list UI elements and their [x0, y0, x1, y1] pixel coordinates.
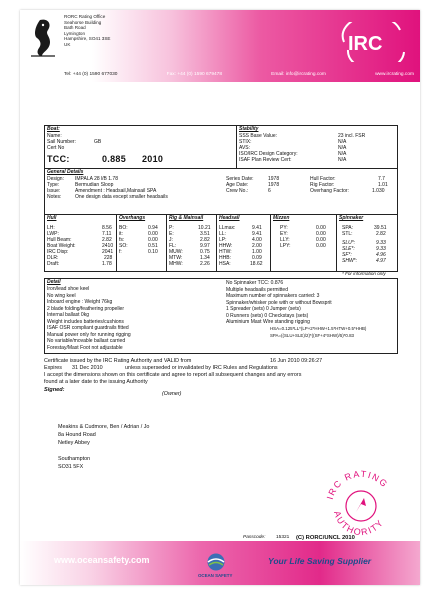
headsail-label: HHW:: [219, 243, 233, 249]
expires-label: Expires: [44, 365, 62, 371]
type-label: Type:: [47, 182, 60, 188]
overhang-label: f:: [119, 249, 122, 255]
overhang-value: 0.00: [148, 231, 158, 237]
signed-label: Signed:: [44, 387, 65, 393]
info-note: * For information only: [342, 271, 386, 276]
rig-value: 10.21: [198, 225, 211, 231]
stability-value: N/A: [338, 139, 347, 145]
headsail-value: 2.00: [252, 243, 262, 249]
headsail-value: 18.62: [250, 261, 263, 267]
overhang-value: 0.00: [148, 237, 158, 243]
tel-text: Tel: +44 (0) 1590 677030: [64, 72, 118, 77]
hull-factor-value: 7.7: [378, 176, 385, 182]
overhangs-heading: Overhangs: [119, 215, 146, 221]
seahorse-logo-icon: [28, 16, 58, 60]
irc-logo: [340, 22, 410, 62]
age-date-value: 1978: [268, 182, 280, 188]
expires-note: unless superseded or invalidated by IRC Rules and Regulations: [125, 365, 278, 371]
headsail-label: HTW:: [219, 249, 232, 255]
spinnaker-value: 4.97: [376, 258, 386, 264]
overhang-label: BO:: [119, 225, 128, 231]
svg-text:AUTHORITY: [332, 510, 386, 538]
divider: [236, 125, 237, 168]
detail-left-line: Manual power only for running rigging: [47, 331, 131, 338]
overhang-factor-label: Overhang Factor:: [310, 188, 349, 194]
rig-label: FL:: [169, 243, 177, 249]
headsail-heading: Headsail: [219, 215, 240, 221]
email-text: Email: info@ircrating.com: [271, 72, 326, 77]
hull-label: LH:: [47, 225, 55, 231]
rig-label: E:: [169, 231, 174, 237]
divider: [270, 214, 271, 271]
headsail-label: HSA:: [219, 261, 231, 267]
ocean-safety-brand: OCEAN SAFETY: [198, 573, 233, 578]
stability-heading: Stability: [239, 126, 259, 132]
office-line: Hampshire, SO41 3SE: [64, 36, 111, 42]
cert-label: Cert No: [47, 145, 65, 151]
overhang-label: fs:: [119, 237, 125, 243]
mizzen-value: 0.00: [316, 237, 326, 243]
hull-label: Boat Weight:: [47, 243, 76, 249]
overhang-label: SO:: [119, 243, 128, 249]
detail-right-line: 0 Runners (sets) 0 Checkstays (sets): [226, 312, 309, 319]
hull-value: 2.82: [102, 237, 112, 243]
overhang-factor-value: 1.030: [372, 188, 385, 194]
contact-bar: [64, 72, 414, 77]
series-date-value: 1978: [268, 176, 280, 182]
sail-label: Sail Number:: [47, 139, 76, 145]
divider: [216, 214, 217, 271]
spinnaker-label: SPA:: [342, 225, 354, 231]
spinnaker-value: 9.33: [376, 246, 386, 252]
certificate-page: [20, 10, 420, 585]
office-line: RORC Rating Office: [64, 14, 106, 19]
detail-right-line: No Spinnaker TCC: 0.876: [226, 280, 284, 286]
rig-label: MHW:: [169, 261, 183, 267]
spa-formula: SPA=((SLU+SLE)/2)*((SF+4*SHW)/5)*0.83: [270, 332, 354, 338]
issue-label: Issue:: [47, 188, 61, 194]
divider: [166, 214, 167, 271]
spinnaker-value: 4.96: [376, 252, 386, 258]
stability-label: ISO/IRC Design Category:: [239, 151, 298, 157]
tcc-value: 0.885: [102, 154, 127, 164]
svg-text:IRC RATING: [325, 469, 390, 501]
type-value: Bermudian Sloop: [75, 182, 114, 188]
web-text: www.ircrating.com: [375, 72, 414, 77]
detail-right-line: Aluminium Mast Wire standing rigging: [226, 319, 310, 325]
crew-value: 6: [268, 188, 271, 194]
spinnaker-value: 2.82: [376, 231, 386, 237]
rig-label: MTW:: [169, 255, 183, 261]
headsail-value: 0.09: [252, 255, 262, 261]
copyright: (C) RORC/UNCL 2010: [296, 535, 355, 541]
address-line: Southampton: [58, 456, 91, 462]
stability-label: AVS:: [239, 145, 251, 151]
rig-factor-label: Rig Factor:: [310, 182, 335, 188]
hull-value: 1.78: [102, 261, 112, 267]
stability-value: N/A: [338, 151, 347, 157]
mizzen-label: EY:: [280, 231, 288, 237]
mizzen-value: 0.00: [316, 243, 326, 249]
headsail-label: LP:: [219, 237, 227, 243]
tcc-year: 2010: [142, 154, 164, 164]
hull-factor-label: Hull Factor:: [310, 176, 336, 182]
stability-label: STIX:: [239, 139, 252, 145]
detail-left-line: Iron/lead shoe keel: [47, 286, 90, 292]
name-label: Name:: [47, 133, 62, 139]
office-line: UK: [64, 41, 71, 47]
irc-logo-text: IRC: [348, 33, 383, 55]
detail-right-line: 1 Spreader (sets) 0 Jumper (sets): [226, 306, 301, 312]
rig-value: 3.51: [200, 231, 210, 237]
design-value: IMPALA 28 l/B 1.78: [75, 176, 118, 182]
rig-value: 9.97: [200, 243, 210, 249]
spinnaker-heading: Spinnaker: [339, 215, 364, 221]
stability-label: SSS Base Value:: [239, 133, 277, 139]
detail-left-line: No wing keel: [47, 292, 76, 299]
detail-left-line: Forestay/Mast Foot not adjustable: [47, 344, 123, 351]
hull-heading: Hull: [47, 215, 57, 221]
passcode-value: 15321: [276, 535, 290, 540]
headsail-label: HHB:: [219, 255, 231, 261]
detail-left-line: 2 blade folding/feathering propeller: [47, 305, 124, 312]
detail-right-line: Maximum number of spinnakers carried: 3: [226, 293, 320, 299]
stability-label: ISAF Plan Review Cert:: [239, 157, 292, 163]
rig-label: P:: [169, 225, 174, 231]
office-line: Bath Road: [64, 25, 86, 31]
notes-label: Notes:: [47, 194, 62, 200]
rig-value: 2.82: [200, 237, 210, 243]
rig-label: J:: [169, 237, 173, 243]
boat-heading: Boat:: [47, 126, 60, 132]
divider: [336, 214, 337, 271]
address-line: 8a Hound Road: [58, 432, 96, 438]
mizzen-label: PY:: [280, 225, 288, 231]
address-line: SO31 5FX: [58, 464, 84, 470]
seal-bottom-text: AUTHORITY: [332, 509, 386, 538]
fax-text: Fax: +44 (0) 1590 679478: [166, 72, 222, 77]
age-date-label: Age Date:: [226, 182, 249, 188]
irc-rating-authority-seal: [320, 462, 402, 544]
detail-left-line: Weight includes batteries/cushions: [47, 318, 124, 325]
seal-top-text: IRC RATING: [324, 468, 391, 501]
detail-heading: Detail: [47, 279, 61, 285]
address-line: Meakins & Cudmore, Ben / Adrian / Jo: [58, 424, 150, 430]
spinnaker-label: SLE*:: [342, 246, 355, 252]
hull-label: IRC Disp:: [47, 249, 69, 255]
accept-statement: I accept the dimensions shown on this certificate and agree to report all subsequent changes and any errors: [44, 372, 302, 378]
spinnaker-value: 39.51: [374, 225, 387, 231]
hull-value: 7.11: [102, 231, 112, 237]
spinnaker-value: 9.33: [376, 240, 386, 246]
headsail-label: LLmax:: [219, 225, 236, 231]
mizzen-value: 0.00: [316, 225, 326, 231]
office-line: Seahorse Building: [64, 19, 102, 25]
headsail-value: 9.41: [252, 231, 262, 237]
crew-label: Crew No.:: [226, 188, 249, 194]
detail-left-line: Internal ballast 0kg: [47, 312, 89, 318]
spinnaker-label: SLU*:: [342, 240, 356, 246]
ocean-safety-website[interactable]: www.oceansafety.com: [54, 555, 150, 565]
sail-value: GB: [94, 139, 102, 145]
stability-value: 23 incl. FSR: [338, 133, 366, 139]
spinnaker-label: SF*:: [342, 252, 352, 258]
divider: [116, 214, 117, 271]
mizzen-label: LLY:: [280, 237, 290, 243]
overhang-value: 0.51: [148, 243, 158, 249]
slogan: Your Life Saving Supplier: [268, 556, 372, 566]
rig-value: 1.34: [200, 255, 210, 261]
hull-label: Hull Beam:: [47, 237, 72, 243]
rig-value: 0.75: [200, 249, 210, 255]
hull-value: 2410: [102, 243, 114, 249]
detail-left-line: Inboard engine : Weight 76kg: [47, 299, 113, 305]
rig-value: 2.26: [200, 261, 210, 267]
rig-heading: Rig & Mainsail: [169, 215, 204, 221]
overhang-value: 0.10: [148, 249, 158, 255]
mizzen-label: LPY:: [280, 243, 291, 249]
issue-value: Amendment : Headsail,Mainsail SPA: [75, 188, 157, 194]
tcc-label: TCC:: [47, 154, 70, 164]
office-address: [64, 14, 110, 48]
general-heading: General Details: [47, 169, 84, 175]
detail-right-line: Spinnaker/whisker pole with or without Bowsprit: [226, 299, 332, 306]
detail-right-line: Multiple headsails permitted: [226, 286, 288, 293]
headsail-value: 1.00: [252, 249, 262, 255]
detail-left-line: No variable/movable ballast carried: [47, 338, 126, 344]
overhang-label: it:: [119, 231, 123, 237]
detail-left-line: ISAF OSR compliant guardrails fitted: [47, 325, 129, 331]
validity-statement: Certificate issued by the IRC Rating Authority and VALID from: [44, 358, 192, 364]
hull-value: 8.56: [102, 225, 112, 231]
spinnaker-label: STL:: [342, 231, 353, 237]
series-date-label: Series Date:: [226, 176, 254, 182]
hull-label: DLR:: [47, 255, 59, 261]
mizzen-heading: Mizzen: [273, 215, 290, 221]
stability-value: N/A: [338, 145, 347, 151]
valid-from: 16 Jun 2010 09:26:27: [270, 358, 323, 364]
headsail-label: LL:: [219, 231, 226, 237]
passcode-label: Passcode:: [243, 535, 266, 540]
rig-factor-value: 1.01: [378, 182, 388, 188]
headsail-value: 9.41: [252, 225, 262, 231]
accept-statement-2: found at a later date to the issuing Authority: [44, 379, 148, 385]
hull-label: Draft:: [47, 261, 60, 267]
spinnaker-label: SHW*:: [342, 258, 357, 264]
rig-label: MUW:: [169, 249, 183, 255]
expires-date: 31 Dec 2010: [72, 365, 103, 371]
address-line: Netley Abbey: [58, 440, 90, 446]
overhang-value: 0.94: [148, 225, 158, 231]
owner-label: (Owner): [162, 391, 182, 397]
stability-value: N/A: [338, 157, 347, 163]
hull-value: 228: [104, 255, 113, 261]
ocean-safety-logo-icon: [206, 552, 226, 572]
design-label: Design:: [47, 176, 64, 182]
headsail-value: 4.00: [252, 237, 262, 243]
hull-label: LWP:: [47, 231, 59, 237]
notes-value: One design data except smaller headsails: [75, 194, 168, 200]
office-line: Lymington: [64, 30, 86, 36]
hull-value: 2041: [102, 249, 114, 255]
hsa-formula: HSA=0.125*LL*(LP+2*HHW+1.5*HTW+0.5*HHB): [270, 326, 367, 331]
mizzen-value: 0.00: [316, 231, 326, 237]
